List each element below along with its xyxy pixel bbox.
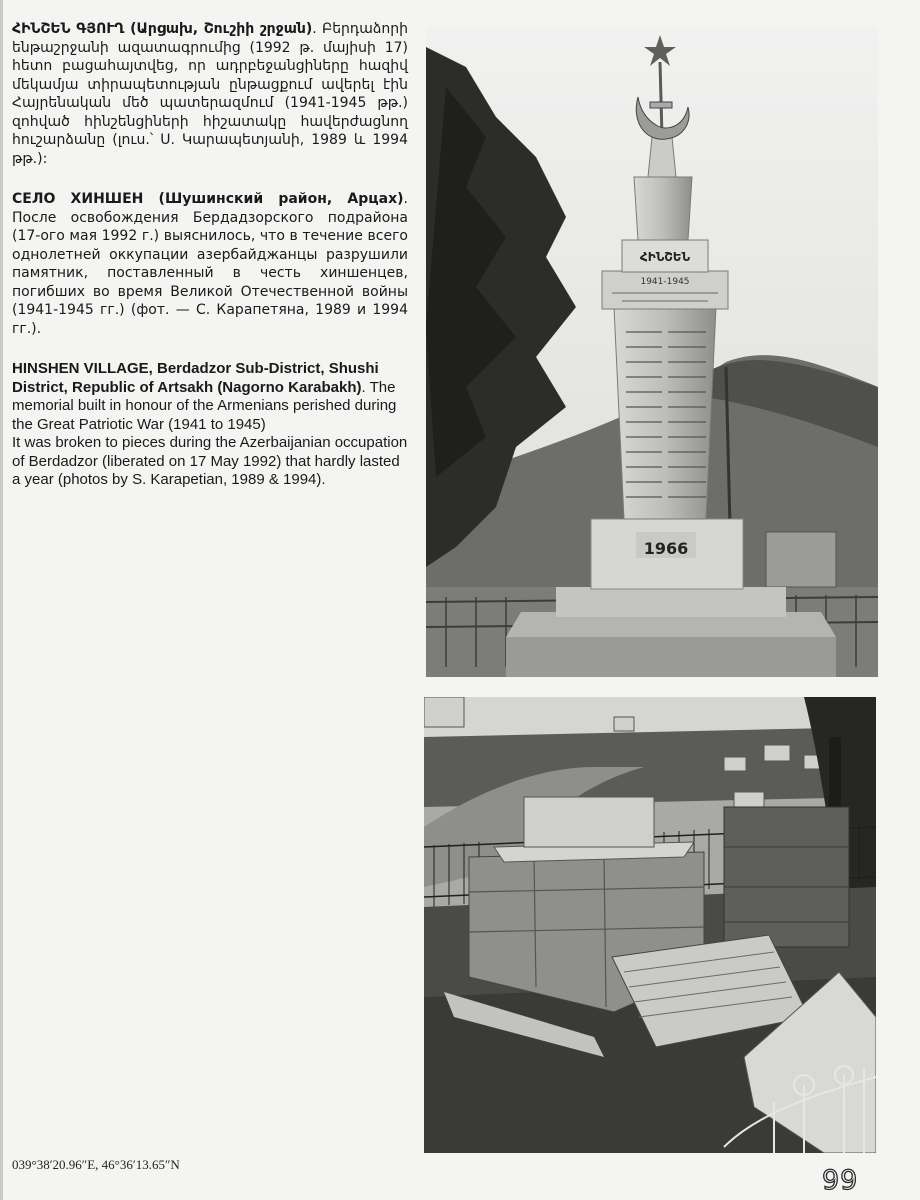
photo-monument-intact [426, 27, 878, 677]
russian-heading: СЕЛО ХИНШЕН (Шушинский район, Арцах) [12, 191, 404, 207]
english-body-second: It was broken to pieces during the Azerbaijanian occupation of Berdadzor (liberated on 17 May 1992) that hardly lasted a year (photos by S. Karapetian, 1989 & 1994). [12, 434, 408, 488]
armenian-heading: ՀԻՆՇԵՆ ԳՅՈՒՂ (Արցախ, Շուշիի շրջան) [12, 21, 313, 37]
monument-year: 1966 [643, 539, 689, 558]
monument-intact-image [426, 27, 878, 677]
armenian-paragraph [12, 20, 408, 168]
text-column [12, 20, 408, 512]
photo-monument-destroyed [424, 697, 876, 1153]
english-paragraph [12, 360, 408, 490]
monument-years: 1941-1945 [640, 277, 690, 287]
armenian-body: . Բերդաձորի ենթաշրջանի ազատագրումից (1992 թ. մայիսի 17) հետո բացահայտվեց, որ ադրբեջանցիները հազիվ մեկամյա տիրապետության ընթացքում ավերել էին Հայրենական մեծ պատերազմում (1941-1945 թթ.) զոհված հինշենցիների հիշատակը հավերժացնող հուշարձանը (լուս.՝ Ս. Կարապետյանի, 1989 և 1994 թթ.): [12, 21, 408, 167]
russian-body: . После освобождения Бердадзорского подрайона (17-ого мая 1992 г.) выяснилось, что в течение всего однолетней оккупации азербайджанцы разрушили памятник, поставленный в честь хиншенцев, погибших во время Великой Отечественной войны (1941-1945 гг.) (фот. — С. Карапетяна, 1989 и 1994 гг.). [12, 191, 408, 337]
english-heading: HINSHEN VILLAGE, Berdadzor Sub-District, Shushi District, Republic of Artsakh (Nagorno Karabakh) [12, 360, 379, 396]
russian-paragraph [12, 190, 408, 338]
gps-coordinates: 039°38′20.96″E, 46°36′13.65″N [12, 1157, 180, 1172]
monument-plate: ՀԻՆՇԵՆ [639, 250, 691, 264]
page-number: 99 [822, 1165, 859, 1196]
page-edge [0, 0, 3, 1200]
monument-destroyed-image [424, 697, 876, 1153]
english-body: . The memorial built in honour of the Armenians perished during the Great Patriotic War (1941 to 1945) [12, 378, 397, 433]
